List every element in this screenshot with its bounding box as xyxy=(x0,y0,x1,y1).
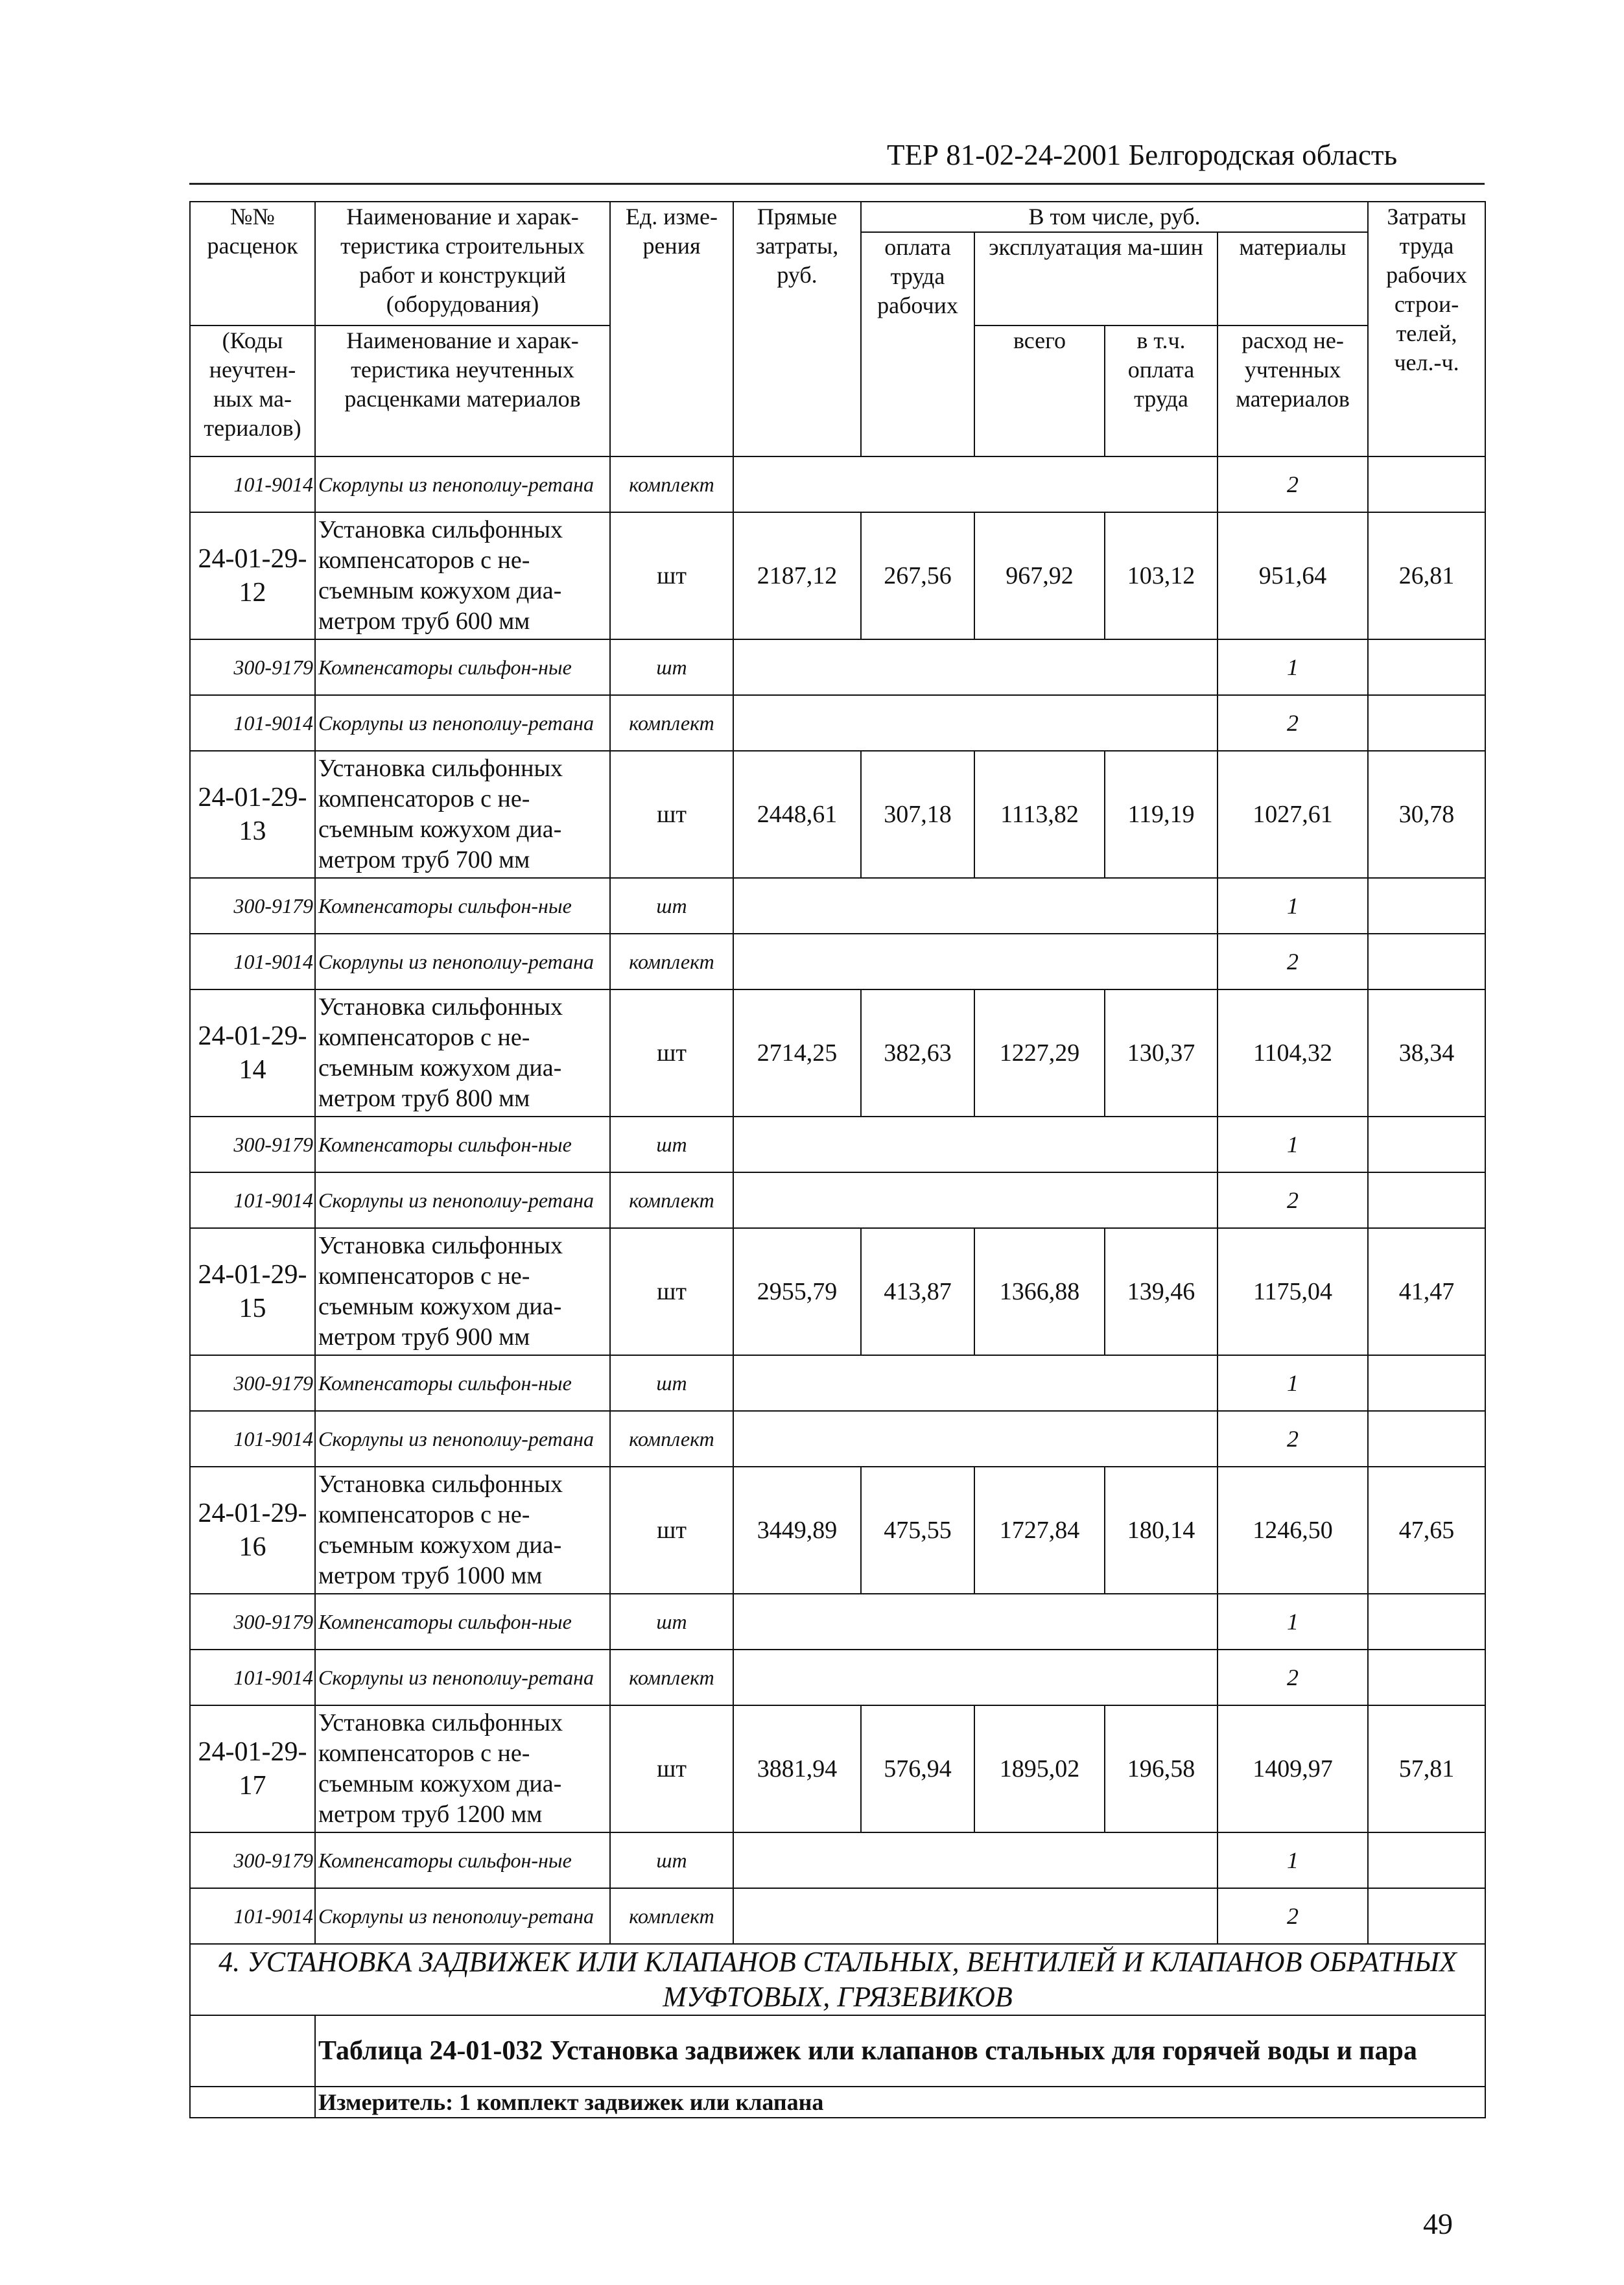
table-title-row xyxy=(190,2015,1485,2087)
section-heading-row xyxy=(190,1944,1485,2015)
material-code: 101-9014 xyxy=(190,1888,315,1944)
material-qty: 1 xyxy=(1218,639,1368,695)
material-blank-labor xyxy=(1368,1355,1485,1411)
rate-labor: 57,81 xyxy=(1368,1705,1485,1832)
header-materials-sub: расход не-учтенных материалов xyxy=(1218,326,1368,456)
material-row xyxy=(190,1594,1485,1650)
header-materials: материалы xyxy=(1218,232,1368,326)
material-blank-labor xyxy=(1368,1117,1485,1172)
rate-unit: шт xyxy=(610,751,733,878)
material-blank xyxy=(733,1117,1218,1172)
material-row xyxy=(190,695,1485,751)
material-code: 300-9179 xyxy=(190,1832,315,1888)
material-unit: шт xyxy=(610,1832,733,1888)
rate-code: 24-01-29-14 xyxy=(190,989,315,1117)
table-title-blank xyxy=(190,2015,315,2087)
material-name: Компенсаторы сильфон-ные xyxy=(315,1594,610,1650)
material-name: Компенсаторы сильфон-ные xyxy=(315,1832,610,1888)
material-unit: шт xyxy=(610,1355,733,1411)
material-blank-labor xyxy=(1368,1594,1485,1650)
rate-name: Установка сильфонных компенсаторов с не-съемным кожухом диа-метром труб 1200 мм xyxy=(315,1705,610,1832)
material-blank-labor xyxy=(1368,1832,1485,1888)
material-blank xyxy=(733,695,1218,751)
material-row xyxy=(190,1650,1485,1705)
material-unit: шт xyxy=(610,1594,733,1650)
rate-machines-total: 1227,29 xyxy=(974,989,1105,1117)
material-qty: 1 xyxy=(1218,1594,1368,1650)
rate-row xyxy=(190,1228,1485,1355)
rate-materials: 1175,04 xyxy=(1218,1228,1368,1355)
material-blank-labor xyxy=(1368,1172,1485,1228)
rate-name: Установка сильфонных компенсаторов с не-съемным кожухом диа-метром труб 1000 мм xyxy=(315,1467,610,1594)
header-machines-total: всего xyxy=(974,326,1105,456)
material-qty: 2 xyxy=(1218,695,1368,751)
material-blank-labor xyxy=(1368,1888,1485,1944)
material-row xyxy=(190,639,1485,695)
material-blank xyxy=(733,456,1218,512)
material-blank xyxy=(733,639,1218,695)
header-code: №№ расценок xyxy=(190,202,315,326)
rate-wages: 413,87 xyxy=(861,1228,974,1355)
rate-unit: шт xyxy=(610,1467,733,1594)
table-title: Таблица 24-01-032 Установка задвижек или клапанов стальных для горячей воды и пара xyxy=(315,2015,1485,2087)
material-qty: 2 xyxy=(1218,1172,1368,1228)
material-qty: 2 xyxy=(1218,1650,1368,1705)
material-unit: комплект xyxy=(610,1888,733,1944)
material-blank xyxy=(733,1172,1218,1228)
rate-direct-costs: 3449,89 xyxy=(733,1467,861,1594)
material-blank-labor xyxy=(1368,1411,1485,1467)
material-unit: комплект xyxy=(610,934,733,989)
material-row xyxy=(190,878,1485,934)
rate-direct-costs: 2187,12 xyxy=(733,512,861,639)
material-qty: 1 xyxy=(1218,878,1368,934)
material-qty: 1 xyxy=(1218,1117,1368,1172)
material-code: 300-9179 xyxy=(190,878,315,934)
material-row xyxy=(190,1355,1485,1411)
header-machines-group: эксплуатация ма-шин xyxy=(974,232,1218,326)
header-name: Наименование и харак-теристика строительных работ и конструкций (оборудования) xyxy=(315,202,610,326)
header-name-sub: Наименование и харак-теристика неучтенных расценками материалов xyxy=(315,326,610,456)
material-unit: комплект xyxy=(610,1650,733,1705)
material-row xyxy=(190,1832,1485,1888)
material-blank-labor xyxy=(1368,456,1485,512)
material-code: 101-9014 xyxy=(190,1650,315,1705)
material-blank xyxy=(733,1355,1218,1411)
rate-materials: 1027,61 xyxy=(1218,751,1368,878)
material-blank xyxy=(733,1888,1218,1944)
material-blank xyxy=(733,1650,1218,1705)
rate-machines-wages: 180,14 xyxy=(1105,1467,1218,1594)
rate-machines-total: 1727,84 xyxy=(974,1467,1105,1594)
rate-code: 24-01-29-16 xyxy=(190,1467,315,1594)
material-code: 300-9179 xyxy=(190,1355,315,1411)
rate-wages: 267,56 xyxy=(861,512,974,639)
material-name: Компенсаторы сильфон-ные xyxy=(315,639,610,695)
material-unit: комплект xyxy=(610,1172,733,1228)
rate-wages: 307,18 xyxy=(861,751,974,878)
rate-materials: 951,64 xyxy=(1218,512,1368,639)
rate-name: Установка сильфонных компенсаторов с не-съемным кожухом диа-метром труб 600 мм xyxy=(315,512,610,639)
rate-machines-wages: 103,12 xyxy=(1105,512,1218,639)
rate-wages: 475,55 xyxy=(861,1467,974,1594)
material-name: Скорлупы из пенополиу-ретана xyxy=(315,1888,610,1944)
material-name: Компенсаторы сильфон-ные xyxy=(315,1117,610,1172)
material-row xyxy=(190,456,1485,512)
measurer-text: Измеритель: 1 комплект задвижек или клапана xyxy=(315,2087,1485,2118)
material-qty: 2 xyxy=(1218,1888,1368,1944)
rate-wages: 382,63 xyxy=(861,989,974,1117)
rate-machines-wages: 139,46 xyxy=(1105,1228,1218,1355)
material-qty: 1 xyxy=(1218,1832,1368,1888)
material-blank-labor xyxy=(1368,1650,1485,1705)
rate-direct-costs: 2955,79 xyxy=(733,1228,861,1355)
rate-code: 24-01-29-13 xyxy=(190,751,315,878)
material-code: 101-9014 xyxy=(190,456,315,512)
rate-unit: шт xyxy=(610,512,733,639)
material-blank-labor xyxy=(1368,878,1485,934)
rate-labor: 26,81 xyxy=(1368,512,1485,639)
header-machines-wages: в т.ч. оплата труда xyxy=(1105,326,1218,456)
rate-code: 24-01-29-17 xyxy=(190,1705,315,1832)
rate-unit: шт xyxy=(610,1228,733,1355)
material-qty: 2 xyxy=(1218,456,1368,512)
material-code: 300-9179 xyxy=(190,1594,315,1650)
rate-unit: шт xyxy=(610,989,733,1117)
rate-machines-wages: 196,58 xyxy=(1105,1705,1218,1832)
material-blank-labor xyxy=(1368,934,1485,989)
measurer-blank xyxy=(190,2087,315,2118)
rate-wages: 576,94 xyxy=(861,1705,974,1832)
header-unit: Ед. изме-рения xyxy=(610,202,733,456)
rate-materials: 1409,97 xyxy=(1218,1705,1368,1832)
rate-name: Установка сильфонных компенсаторов с не-съемным кожухом диа-метром труб 800 мм xyxy=(315,989,610,1117)
header-direct-costs: Прямые затраты, руб. xyxy=(733,202,861,456)
header-labor: Затраты труда рабочих строи-телей, чел.-ч. xyxy=(1368,202,1485,456)
page-number: 49 xyxy=(1423,2207,1453,2240)
rate-machines-total: 1895,02 xyxy=(974,1705,1105,1832)
material-unit: комплект xyxy=(610,695,733,751)
material-blank xyxy=(733,1594,1218,1650)
rate-direct-costs: 2714,25 xyxy=(733,989,861,1117)
rate-name: Установка сильфонных компенсаторов с не-съемным кожухом диа-метром труб 900 мм xyxy=(315,1228,610,1355)
material-code: 300-9179 xyxy=(190,639,315,695)
rate-machines-total: 1366,88 xyxy=(974,1228,1105,1355)
header-code-sub: (Коды неучтен-ных ма-териалов) xyxy=(190,326,315,456)
rate-machines-total: 967,92 xyxy=(974,512,1105,639)
rate-row xyxy=(190,1467,1485,1594)
rate-materials: 1246,50 xyxy=(1218,1467,1368,1594)
header-row-top xyxy=(190,202,1485,232)
rate-row xyxy=(190,1705,1485,1832)
section-heading: 4. УСТАНОВКА ЗАДВИЖЕК ИЛИ КЛАПАНОВ СТАЛЬНЫХ, ВЕНТИЛЕЙ И КЛАПАНОВ ОБРАТНЫХ МУФТОВЫХ, ГРЯЗЕВИКОВ xyxy=(190,1944,1485,2015)
rate-code: 24-01-29-15 xyxy=(190,1228,315,1355)
material-code: 101-9014 xyxy=(190,1172,315,1228)
material-code: 101-9014 xyxy=(190,1411,315,1467)
material-qty: 2 xyxy=(1218,934,1368,989)
rate-labor: 38,34 xyxy=(1368,989,1485,1117)
material-name: Скорлупы из пенополиу-ретана xyxy=(315,695,610,751)
rate-machines-total: 1113,82 xyxy=(974,751,1105,878)
rate-materials: 1104,32 xyxy=(1218,989,1368,1117)
rate-labor: 30,78 xyxy=(1368,751,1485,878)
material-blank xyxy=(733,1832,1218,1888)
running-header: ТЕР 81-02-24-2001 Белгородская область xyxy=(887,139,1398,171)
material-row xyxy=(190,1172,1485,1228)
material-row xyxy=(190,934,1485,989)
rate-row xyxy=(190,989,1485,1117)
material-blank xyxy=(733,934,1218,989)
rate-direct-costs: 2448,61 xyxy=(733,751,861,878)
material-unit: шт xyxy=(610,878,733,934)
material-name: Скорлупы из пенополиу-ретана xyxy=(315,1411,610,1467)
material-name: Компенсаторы сильфон-ные xyxy=(315,1355,610,1411)
material-row xyxy=(190,1888,1485,1944)
material-name: Скорлупы из пенополиу-ретана xyxy=(315,934,610,989)
material-blank xyxy=(733,878,1218,934)
material-name: Компенсаторы сильфон-ные xyxy=(315,878,610,934)
material-code: 101-9014 xyxy=(190,695,315,751)
material-blank-labor xyxy=(1368,639,1485,695)
header-incl-group: В том числе, руб. xyxy=(861,202,1368,232)
rate-row xyxy=(190,751,1485,878)
rate-machines-wages: 130,37 xyxy=(1105,989,1218,1117)
material-unit: шт xyxy=(610,1117,733,1172)
material-code: 300-9179 xyxy=(190,1117,315,1172)
material-unit: шт xyxy=(610,639,733,695)
material-code: 101-9014 xyxy=(190,934,315,989)
material-blank xyxy=(733,1411,1218,1467)
material-name: Скорлупы из пенополиу-ретана xyxy=(315,456,610,512)
rate-name: Установка сильфонных компенсаторов с не-съемным кожухом диа-метром труб 700 мм xyxy=(315,751,610,878)
material-row xyxy=(190,1117,1485,1172)
material-name: Скорлупы из пенополиу-ретана xyxy=(315,1172,610,1228)
material-name: Скорлупы из пенополиу-ретана xyxy=(315,1650,610,1705)
rate-direct-costs: 3881,94 xyxy=(733,1705,861,1832)
rate-machines-wages: 119,19 xyxy=(1105,751,1218,878)
rate-code: 24-01-29-12 xyxy=(190,512,315,639)
rate-labor: 47,65 xyxy=(1368,1467,1485,1594)
material-unit: комплект xyxy=(610,1411,733,1467)
material-qty: 2 xyxy=(1218,1411,1368,1467)
rate-row xyxy=(190,512,1485,639)
rates-table xyxy=(189,201,1486,2118)
material-qty: 1 xyxy=(1218,1355,1368,1411)
material-unit: комплект xyxy=(610,456,733,512)
header-rule xyxy=(189,183,1485,185)
header-wages: оплата труда рабочих xyxy=(861,232,974,456)
rate-unit: шт xyxy=(610,1705,733,1832)
rate-labor: 41,47 xyxy=(1368,1228,1485,1355)
material-row xyxy=(190,1411,1485,1467)
measurer-row xyxy=(190,2087,1485,2118)
material-blank-labor xyxy=(1368,695,1485,751)
